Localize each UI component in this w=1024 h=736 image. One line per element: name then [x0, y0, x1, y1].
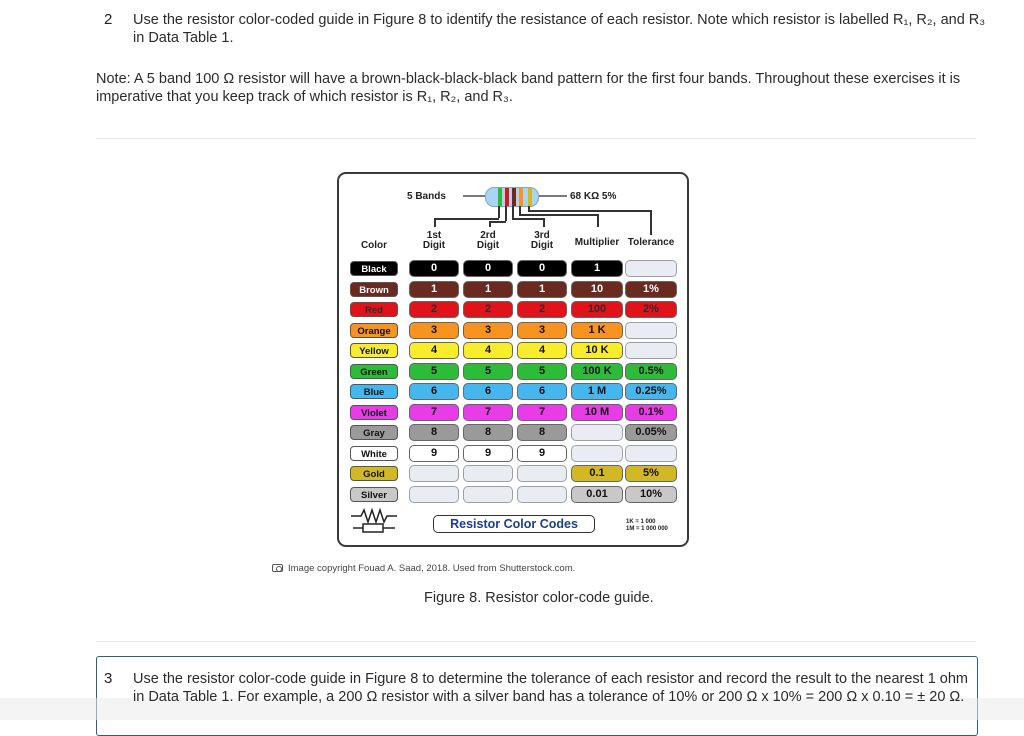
yellow-d1-cell: 4 — [409, 342, 459, 359]
camera-icon — [272, 564, 283, 572]
color-column-header: Color — [360, 240, 388, 251]
band-pointer-1 — [498, 206, 500, 218]
black-mult-cell: 1 — [571, 260, 623, 277]
orange-d3-cell: 3 — [517, 322, 567, 339]
band-pointer-2-h — [489, 221, 506, 223]
resistor-color-code-figure — [337, 172, 689, 547]
yellow-tol-cell — [625, 342, 677, 359]
orange-tol-cell — [625, 322, 677, 339]
gray-d3-cell: 8 — [517, 424, 567, 441]
resistor-band-3 — [512, 188, 516, 206]
violet-mult-cell: 10 M — [571, 404, 623, 421]
step-2-line-2: in Data Table 1. — [133, 30, 234, 46]
color-label-violet: Violet — [350, 405, 398, 420]
image-credit: Image copyright Fouad A. Saad, 2018. Used from Shutterstock.com. — [288, 563, 576, 574]
silver-tol-cell: 10% — [625, 486, 677, 503]
resistor-value-label: 68 KΩ 5% — [570, 191, 617, 202]
brown-tol-cell: 1% — [625, 281, 677, 298]
divider-top — [96, 138, 976, 139]
band-pointer-4 — [519, 206, 521, 214]
white-mult-cell — [571, 445, 623, 462]
note-line-1: Note: A 5 band 100 Ω resistor will have a brown-black-black-black band pattern for the first four bands. Throughout these exercises it is — [96, 71, 961, 87]
blue-d2-cell: 6 — [463, 383, 513, 400]
color-label-red: Red — [350, 302, 398, 317]
tolerance-column-header: Tolerance — [627, 237, 675, 248]
silver-d3-cell — [517, 486, 567, 503]
yellow-d3-cell: 4 — [517, 342, 567, 359]
band-pointer-5-v — [650, 210, 652, 235]
color-label-gold: Gold — [350, 466, 398, 481]
resistor-icon — [485, 187, 539, 207]
white-d1-cell: 9 — [409, 445, 459, 462]
step-2-text — [133, 11, 993, 47]
brown-d2-cell: 1 — [463, 281, 513, 298]
figure-caption: Figure 8. Resistor color-code guide. — [424, 590, 654, 606]
resistor-symbols-icon — [351, 508, 397, 534]
resistor-band-5 — [528, 188, 532, 206]
yellow-mult-cell: 10 K — [571, 342, 623, 359]
red-mult-cell: 100 — [571, 301, 623, 318]
green-mult-cell: 100 K — [571, 363, 623, 380]
gray-mult-cell — [571, 424, 623, 441]
band-pointer-1-h — [434, 218, 499, 220]
black-tol-cell — [625, 260, 677, 277]
step-2-line-1: Use the resistor color-coded guide in Figure 8 to identify the resistance of each resistor. Note which resistor is labelled R₁, R₂, and R₃ — [133, 12, 986, 28]
step-3-number: 3 — [104, 670, 113, 687]
violet-d2-cell: 7 — [463, 404, 513, 421]
bands-label: 5 Bands — [407, 191, 446, 202]
divider-bottom — [96, 641, 976, 642]
blue-d3-cell: 6 — [517, 383, 567, 400]
orange-mult-cell: 1 K — [571, 322, 623, 339]
step-3-text — [133, 670, 993, 706]
white-d3-cell: 9 — [517, 445, 567, 462]
digit2-column-header: 2rd Digit — [476, 230, 500, 251]
resistor-lead-left — [463, 195, 485, 197]
green-d3-cell: 5 — [517, 363, 567, 380]
resistor-band-1 — [498, 188, 502, 206]
gold-mult-cell: 0.1 — [571, 465, 623, 482]
color-label-green: Green — [350, 364, 398, 379]
resistor-band-4 — [519, 188, 523, 206]
blue-mult-cell: 1 M — [571, 383, 623, 400]
violet-d1-cell: 7 — [409, 404, 459, 421]
resistor-lead-right — [537, 195, 567, 197]
resistor-color-codes-title: Resistor Color Codes — [433, 515, 595, 533]
yellow-d2-cell: 4 — [463, 342, 513, 359]
multiplier-column-header: Multiplier — [574, 237, 620, 248]
band-pointer-2 — [505, 206, 507, 221]
brown-mult-cell: 10 — [571, 281, 623, 298]
note-line-2: imperative that you keep track of which resistor is R₁, R₂, and R₃. — [96, 89, 513, 105]
red-tol-cell: 2% — [625, 301, 677, 318]
brown-d1-cell: 1 — [409, 281, 459, 298]
silver-mult-cell: 0.01 — [571, 486, 623, 503]
gray-tol-cell: 0.05% — [625, 424, 677, 441]
orange-d1-cell: 3 — [409, 322, 459, 339]
black-d3-cell: 0 — [517, 260, 567, 277]
violet-tol-cell: 0.1% — [625, 404, 677, 421]
red-d1-cell: 2 — [409, 301, 459, 318]
color-label-brown: Brown — [350, 282, 398, 297]
band-pointer-3-h — [512, 218, 543, 220]
band-pointer-1-v — [434, 218, 436, 227]
band-pointer-5-h — [528, 210, 650, 212]
color-label-orange: Orange — [350, 323, 398, 338]
color-label-gray: Gray — [350, 425, 398, 440]
violet-d3-cell: 7 — [517, 404, 567, 421]
gold-tol-cell: 5% — [625, 465, 677, 482]
digit3-column-header: 3rd Digit — [530, 230, 554, 251]
step-3-line-1: Use the resistor color-code guide in Figure 8 to determine the tolerance of each resistor and record the result to the nearest 1 ohm — [133, 671, 969, 687]
black-d1-cell: 0 — [409, 260, 459, 277]
gold-d3-cell — [517, 465, 567, 482]
color-label-black: Black — [350, 261, 398, 276]
gray-d1-cell: 8 — [409, 424, 459, 441]
color-label-white: White — [350, 446, 398, 461]
orange-d2-cell: 3 — [463, 322, 513, 339]
step-3-line-2: in Data Table 1. For example, a 200 Ω resistor with a silver band has a tolerance of 10% or 200 Ω x 10% = 200 Ω x 0.10 = ± 20 Ω. — [133, 689, 965, 705]
brown-d3-cell: 1 — [517, 281, 567, 298]
band-pointer-2-v — [489, 221, 491, 227]
green-tol-cell: 0.5% — [625, 363, 677, 380]
blue-tol-cell: 0.25% — [625, 383, 677, 400]
resistor-band-2 — [505, 188, 509, 206]
silver-d1-cell — [409, 486, 459, 503]
white-d2-cell: 9 — [463, 445, 513, 462]
color-label-blue: Blue — [350, 384, 398, 399]
gold-d1-cell — [409, 465, 459, 482]
unit-note: 1K = 1 000 1M = 1 000 000 — [626, 519, 668, 532]
silver-d2-cell — [463, 486, 513, 503]
green-d2-cell: 5 — [463, 363, 513, 380]
note-paragraph — [96, 70, 976, 106]
digit1-column-header: 1st Digit — [422, 230, 446, 251]
gold-d2-cell — [463, 465, 513, 482]
band-pointer-3-v — [543, 218, 545, 227]
color-label-yellow: Yellow — [350, 343, 398, 358]
white-tol-cell — [625, 445, 677, 462]
black-d2-cell: 0 — [463, 260, 513, 277]
red-d2-cell: 2 — [463, 301, 513, 318]
red-d3-cell: 2 — [517, 301, 567, 318]
band-pointer-4-v — [597, 214, 599, 227]
color-label-silver: Silver — [350, 487, 398, 502]
green-d1-cell: 5 — [409, 363, 459, 380]
band-pointer-4-h — [519, 214, 597, 216]
step-2-number: 2 — [104, 11, 113, 28]
band-pointer-3 — [512, 206, 514, 218]
gray-d2-cell: 8 — [463, 424, 513, 441]
blue-d1-cell: 6 — [409, 383, 459, 400]
